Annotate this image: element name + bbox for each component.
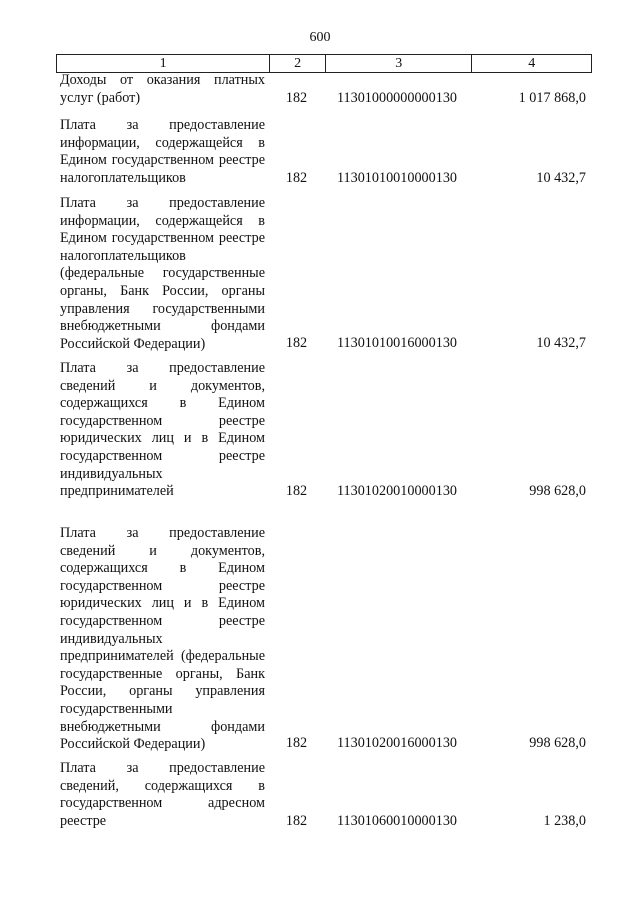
header-col-3: 3 xyxy=(326,55,472,72)
header-col-1: 1 xyxy=(57,55,270,72)
table-row xyxy=(56,195,590,353)
row-admin-code: 182 xyxy=(285,90,308,107)
table-row xyxy=(56,525,590,753)
row-admin-code: 182 xyxy=(285,170,308,187)
row-admin-code: 182 xyxy=(285,735,308,752)
row-amount: 998 628,0 xyxy=(529,483,586,500)
row-kbk-code: 11301060010000130 xyxy=(336,813,458,830)
row-amount: 10 432,7 xyxy=(536,170,586,187)
row-kbk-code: 11301010016000130 xyxy=(336,335,458,352)
row-description: Плата за предоставление информации, содержащейся в Едином государственном реестре налогоплательщиков xyxy=(60,117,265,186)
row-admin-code: 182 xyxy=(285,813,308,830)
row-kbk-code: 11301020016000130 xyxy=(336,735,458,752)
row-description: Плата за предоставление сведений, содержащихся в государственном адресном реестре xyxy=(60,760,265,829)
row-kbk-code: 11301000000000130 xyxy=(336,90,458,107)
row-amount: 998 628,0 xyxy=(529,735,586,752)
row-description: Доходы от оказания платных услуг (работ) xyxy=(60,72,265,106)
table-row xyxy=(56,72,590,108)
row-description: Плата за предоставление сведений и документов, содержащихся в Едином государственном реестре юридических лиц и в Едином государственном реестре индивидуальных предпринимателей xyxy=(60,360,265,500)
table-row xyxy=(56,117,590,188)
row-admin-code: 182 xyxy=(285,483,308,500)
table-row xyxy=(56,760,590,831)
header-col-2: 2 xyxy=(270,55,326,72)
table-row xyxy=(56,360,590,501)
header-col-4: 4 xyxy=(528,55,536,71)
row-amount: 1 017 868,0 xyxy=(518,90,586,107)
row-description: Плата за предоставление информации, содержащейся в Едином государственном реестре налогоплательщиков (федеральные государственные органы, Банк России, органы управления государственными внебюджетными фондами Российской Федерации) xyxy=(60,195,265,352)
row-amount: 10 432,7 xyxy=(536,335,586,352)
row-description: Плата за предоставление сведений и документов, содержащихся в Едином государственном реестре юридических лиц и в Едином государственном реестре индивидуальных предпринимателей (федеральные государственные органы, Банк России, органы управления государственными внебюджетными фондами Российской Федерации) xyxy=(60,525,265,753)
row-kbk-code: 11301010010000130 xyxy=(336,170,458,187)
row-kbk-code: 11301020010000130 xyxy=(336,483,458,500)
page-number: 600 xyxy=(309,30,331,45)
row-amount: 1 238,0 xyxy=(543,813,586,830)
row-admin-code: 182 xyxy=(285,335,308,352)
table-header xyxy=(56,54,592,73)
